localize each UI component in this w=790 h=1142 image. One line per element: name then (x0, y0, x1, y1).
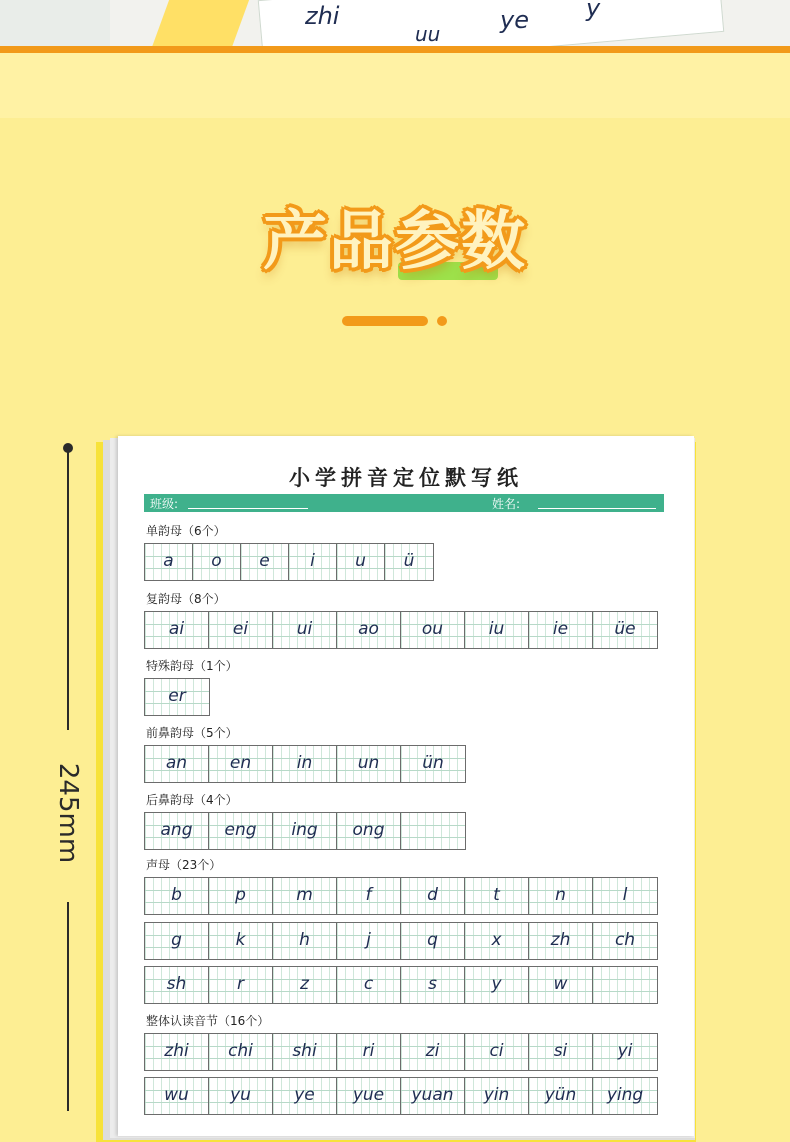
pinyin-cell (145, 878, 209, 914)
pinyin-text: un (357, 753, 380, 773)
section-label: 整体认读音节（16个） (146, 1014, 270, 1028)
pinyin-cell (529, 878, 593, 914)
pinyin-text: ong (352, 820, 385, 840)
pinyin-text: ying (606, 1085, 644, 1105)
pinyin-row (144, 812, 466, 850)
pinyin-cell (193, 544, 241, 580)
pinyin-text: r (237, 974, 244, 994)
pinyin-text: yi (617, 1041, 633, 1061)
pinyin-cell (209, 1034, 273, 1070)
pinyin-text: e (259, 551, 270, 571)
pinyin-text: zi (425, 1041, 440, 1061)
header-band (0, 53, 790, 118)
title-underline-pill (342, 316, 428, 326)
pinyin-cell (465, 612, 529, 648)
pinyin-row (144, 678, 210, 716)
pinyin-text: ie (552, 619, 569, 639)
pinyin-cell (401, 612, 465, 648)
pinyin-text: c (363, 974, 374, 994)
pinyin-cell (529, 923, 593, 959)
class-fill-line (188, 508, 308, 509)
pinyin-cell (465, 878, 529, 914)
photo-paper-left (0, 0, 110, 46)
pinyin-text: f (365, 885, 372, 905)
pinyin-cell (593, 923, 657, 959)
photo-word: y (586, 0, 601, 22)
pinyin-text: o (211, 551, 222, 571)
pinyin-text: y (491, 974, 502, 994)
pinyin-text: sh (166, 974, 187, 994)
pinyin-text: chi (228, 1041, 253, 1061)
pinyin-cell (145, 813, 209, 849)
pinyin-cell (337, 612, 401, 648)
pinyin-text: z (300, 974, 309, 994)
pinyin-cell (593, 1034, 657, 1070)
pinyin-text: an (165, 753, 188, 773)
orange-divider (0, 46, 790, 53)
pinyin-cell (241, 544, 289, 580)
class-label: 班级: (150, 497, 179, 511)
section-label: 前鼻韵母（5个） (146, 726, 238, 740)
pinyin-cell (273, 967, 337, 1003)
pinyin-cell (337, 923, 401, 959)
photo-word: uu (415, 22, 441, 46)
pinyin-text: iu (488, 619, 505, 639)
pinyin-cell (209, 612, 273, 648)
pinyin-text: ui (296, 619, 313, 639)
pinyin-text: wu (164, 1085, 189, 1105)
pinyin-text: w (553, 974, 568, 994)
pinyin-row (144, 966, 658, 1004)
name-fill-line (538, 508, 656, 509)
pinyin-cell (273, 923, 337, 959)
pinyin-text: in (296, 753, 313, 773)
section-label: 后鼻韵母（4个） (146, 793, 238, 807)
pinyin-text: ei (232, 619, 249, 639)
pinyin-text: er (168, 686, 186, 706)
pinyin-cell (273, 612, 337, 648)
pinyin-cell (401, 813, 465, 849)
pinyin-text: en (229, 753, 252, 773)
pinyin-cell (337, 746, 401, 782)
pinyin-text: ao (358, 619, 379, 639)
photo-word: ye (500, 6, 529, 34)
pinyin-text: yuan (411, 1085, 454, 1105)
pinyin-text: zhi (164, 1041, 189, 1061)
pinyin-cell (465, 967, 529, 1003)
pinyin-text: ü (403, 551, 415, 571)
pinyin-row (144, 611, 658, 649)
pinyin-text: yu (230, 1085, 251, 1105)
worksheet (118, 436, 694, 1136)
pinyin-cell (385, 544, 433, 580)
pinyin-text: i (310, 551, 315, 571)
pinyin-cell (337, 1034, 401, 1070)
pinyin-cell (145, 746, 209, 782)
ruler-label (42, 763, 94, 863)
pinyin-text: p (235, 885, 246, 905)
pinyin-cell (593, 878, 657, 914)
pinyin-text: ch (614, 930, 636, 950)
pinyin-text: ang (160, 820, 193, 840)
pinyin-cell (401, 746, 465, 782)
pinyin-row (144, 1033, 658, 1071)
pinyin-text: b (171, 885, 182, 905)
pinyin-cell (289, 544, 337, 580)
pinyin-cell (337, 813, 401, 849)
pinyin-row (144, 543, 434, 581)
pinyin-cell (273, 1078, 337, 1114)
title-underline-dot (437, 316, 447, 326)
pinyin-cell (593, 1078, 657, 1114)
pinyin-cell (337, 1078, 401, 1114)
pinyin-cell (145, 544, 193, 580)
pinyin-text: l (622, 885, 628, 905)
pinyin-text: n (555, 885, 566, 905)
pinyin-text: m (296, 885, 313, 905)
pinyin-cell (337, 967, 401, 1003)
pinyin-cell (401, 923, 465, 959)
pinyin-text: s (428, 974, 437, 994)
pinyin-text: h (299, 930, 310, 950)
pinyin-text: d (427, 885, 438, 905)
pinyin-text: ün (422, 753, 444, 773)
pinyin-text: x (491, 930, 502, 950)
pinyin-cell (465, 1034, 529, 1070)
pinyin-text: yün (544, 1085, 577, 1105)
pinyin-cell (145, 612, 209, 648)
pinyin-text: a (163, 551, 174, 571)
pinyin-text: u (355, 551, 366, 571)
pinyin-row (144, 922, 658, 960)
pinyin-text: ai (168, 619, 185, 639)
pinyin-cell (209, 1078, 273, 1114)
pinyin-text: yue (352, 1085, 385, 1105)
pinyin-text: j (366, 930, 371, 950)
ruler-line-top (67, 448, 69, 730)
ruler-label-text: 245mm (53, 762, 83, 864)
pinyin-cell (145, 967, 209, 1003)
pinyin-cell (145, 923, 209, 959)
pinyin-text: ou (421, 619, 444, 639)
pinyin-cell (529, 1034, 593, 1070)
pinyin-cell (401, 1034, 465, 1070)
pinyin-cell (337, 544, 385, 580)
pinyin-text: ci (489, 1041, 504, 1061)
pinyin-cell (529, 612, 593, 648)
pinyin-cell (145, 1078, 209, 1114)
pinyin-text: t (493, 885, 500, 905)
section-label: 特殊韵母（1个） (146, 659, 238, 673)
photo-pencil (147, 0, 252, 46)
pinyin-cell (593, 612, 657, 648)
ruler-line-bottom (67, 902, 69, 1111)
pinyin-cell (401, 878, 465, 914)
pinyin-cell (209, 813, 273, 849)
pinyin-cell (401, 967, 465, 1003)
pinyin-cell (145, 1034, 209, 1070)
pinyin-text: zh (550, 930, 571, 950)
pinyin-cell (593, 967, 657, 1003)
pinyin-cell (401, 1078, 465, 1114)
pinyin-cell (209, 967, 273, 1003)
pinyin-text: ye (294, 1085, 315, 1105)
pinyin-text: ri (362, 1041, 375, 1061)
photo-word: zhi (305, 2, 340, 30)
pinyin-text: g (171, 930, 182, 950)
pinyin-cell (273, 746, 337, 782)
pinyin-cell (465, 923, 529, 959)
section-label: 单韵母（6个） (146, 524, 226, 538)
pinyin-text: eng (224, 820, 257, 840)
pinyin-text: k (235, 930, 246, 950)
pinyin-cell (529, 967, 593, 1003)
pinyin-cell (209, 878, 273, 914)
section-label: 复韵母（8个） (146, 592, 226, 606)
pinyin-cell (529, 1078, 593, 1114)
pinyin-text: si (553, 1041, 568, 1061)
worksheet-title: 小学拼音定位默写纸 (289, 466, 523, 490)
pinyin-cell (273, 878, 337, 914)
pinyin-text: shi (292, 1041, 317, 1061)
section-title: 产品参数 (263, 205, 527, 279)
pinyin-row (144, 1077, 658, 1115)
pinyin-cell (273, 1034, 337, 1070)
pinyin-cell (273, 813, 337, 849)
product-photo-strip (0, 0, 790, 46)
pinyin-cell (465, 1078, 529, 1114)
pinyin-cell (337, 878, 401, 914)
pinyin-cell (145, 679, 209, 715)
pinyin-text: q (427, 930, 438, 950)
pinyin-cell (209, 923, 273, 959)
name-label: 姓名: (492, 497, 521, 511)
pinyin-row (144, 877, 658, 915)
pinyin-row (144, 745, 466, 783)
pinyin-text: ing (291, 820, 318, 840)
section-label: 声母（23个） (146, 858, 222, 872)
pinyin-text: yin (483, 1085, 510, 1105)
pinyin-cell (209, 746, 273, 782)
info-bar (144, 494, 664, 512)
pinyin-text: üe (614, 619, 636, 639)
